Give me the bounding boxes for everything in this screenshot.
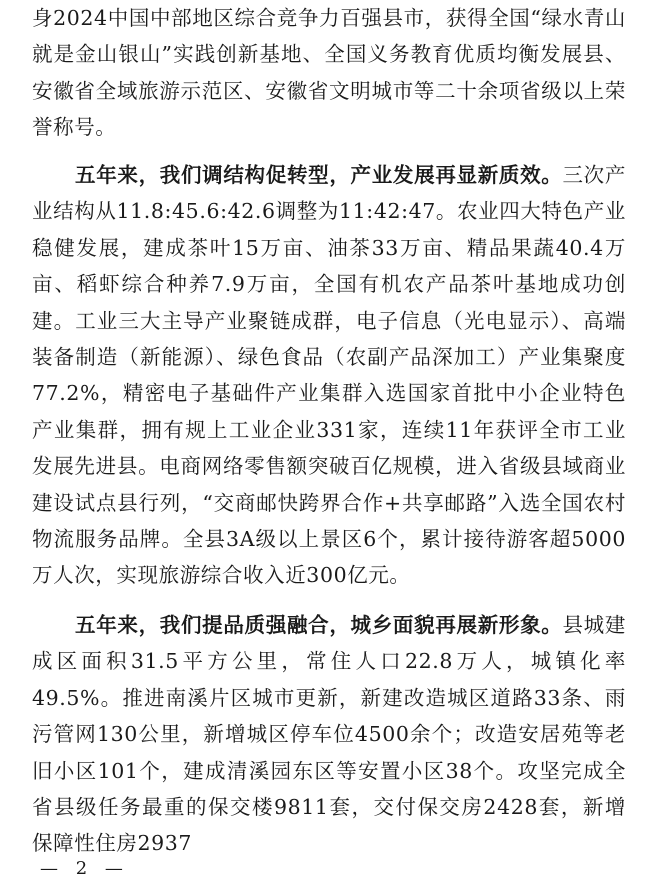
- paragraph-urban: [32, 607, 626, 862]
- paragraph-urban-body: 县城建成区面积31.5平方公里，常住人口22.8万人，城镇化率49.5%。推进南溪片区城市更新，新建改造城区道路33条、雨污管网130公里，新增城区停车位4500余个；改造安居苑等老旧小区101个，建成清溪园东区等安置小区38个。攻坚完成全省县级任务最重的保交楼9811套，交付保交房2428套，新增保障性住房2937: [32, 613, 626, 856]
- paragraph-urban-lead: 五年来，我们提品质强融合，城乡面貌再展新形象。: [75, 613, 563, 637]
- paragraph-industry-lead: 五年来，我们调结构促转型，产业发展再显新质效。: [75, 163, 563, 187]
- page-number: — 2 —: [40, 858, 129, 879]
- paragraph-honors: 身2024中国中部地区综合竞争力百强县市，获得全国“绿水青山就是金山银山”实践创新基地、全国义务教育优质均衡发展县、安徽省全域旅游示范区、安徽省文明城市等二十余项省级以上荣誉称号。: [32, 6, 626, 140]
- paragraph-industry-body: 三次产业结构从11.8:45.6:42.6调整为11:42:47。农业四大特色产业稳健发展，建成茶叶15万亩、油茶33万亩、精品果蔬40.4万亩、稻虾综合种养7.9万亩，全国有机农产品茶叶基地成功创建。工业三大主导产业聚链成群，电子信息（光电显示）、高端装备制造（新能源）、绿色食品（农副产品深加工）产业集聚度77.2%，精密电子基础件产业集群入选国家首批中小企业特色产业集群，拥有规上工业企业331家，连续11年获评全市工业发展先进县。电商网络零售额突破百亿规模，进入省级县域商业建设试点县行列，“交商邮快跨界合作+共享邮路”入选全国农村物流服务品牌。全县3A级以上景区6个，累计接待游客超5000万人次，实现旅游综合收入近300亿元。: [32, 163, 626, 588]
- paragraph-industry: [32, 157, 626, 594]
